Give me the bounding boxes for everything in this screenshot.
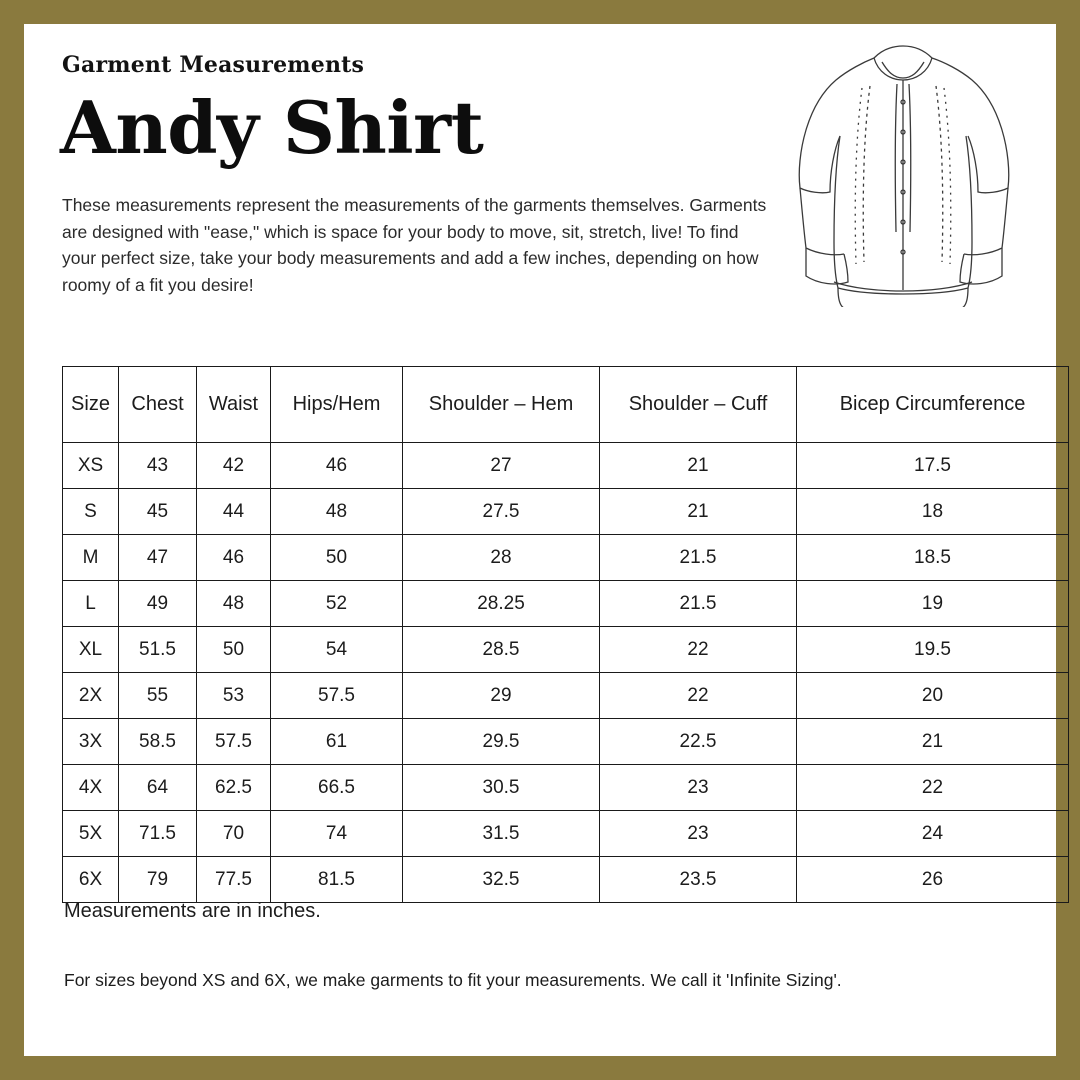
cell-bicep: 17.5	[797, 443, 1069, 489]
cell-shoulder-hem: 29	[403, 673, 600, 719]
table-row	[63, 535, 1069, 581]
cell-hips-hem: 48	[271, 489, 403, 535]
cell-shoulder-cuff: 21	[600, 489, 797, 535]
cell-shoulder-hem: 27	[403, 443, 600, 489]
column-header-waist: Waist	[197, 367, 271, 443]
cell-size: 4X	[63, 765, 119, 811]
cell-shoulder-cuff: 23	[600, 765, 797, 811]
column-header-shoulder-cuff: Shoulder – Cuff	[600, 367, 797, 443]
table-row	[63, 581, 1069, 627]
table-row	[63, 627, 1069, 673]
table-row	[63, 857, 1069, 903]
cell-chest: 58.5	[119, 719, 197, 765]
column-header-chest: Chest	[119, 367, 197, 443]
cell-chest: 64	[119, 765, 197, 811]
cell-hips-hem: 66.5	[271, 765, 403, 811]
cell-hips-hem: 46	[271, 443, 403, 489]
cell-shoulder-hem: 29.5	[403, 719, 600, 765]
table-row	[63, 765, 1069, 811]
cell-size: XS	[63, 443, 119, 489]
cell-shoulder-hem: 31.5	[403, 811, 600, 857]
cell-size: L	[63, 581, 119, 627]
table-row	[63, 673, 1069, 719]
cell-shoulder-cuff: 23	[600, 811, 797, 857]
cell-waist: 48	[197, 581, 271, 627]
cell-shoulder-hem: 28.25	[403, 581, 600, 627]
table-header-row	[63, 367, 1069, 443]
cell-bicep: 22	[797, 765, 1069, 811]
column-header-size: Size	[63, 367, 119, 443]
table-row	[63, 489, 1069, 535]
cell-chest: 47	[119, 535, 197, 581]
cell-chest: 51.5	[119, 627, 197, 673]
cell-chest: 71.5	[119, 811, 197, 857]
page-eyebrow: Garment Measurements	[62, 52, 365, 78]
cell-hips-hem: 52	[271, 581, 403, 627]
cell-size: M	[63, 535, 119, 581]
column-header-bicep-circumference: Bicep Circumference	[797, 367, 1069, 443]
cell-hips-hem: 57.5	[271, 673, 403, 719]
cell-chest: 45	[119, 489, 197, 535]
cell-size: 3X	[63, 719, 119, 765]
cell-shoulder-hem: 28	[403, 535, 600, 581]
cell-shoulder-hem: 32.5	[403, 857, 600, 903]
cell-hips-hem: 50	[271, 535, 403, 581]
cell-shoulder-hem: 27.5	[403, 489, 600, 535]
cell-shoulder-hem: 30.5	[403, 765, 600, 811]
column-header-hips-hem: Hips/Hem	[271, 367, 403, 443]
cell-shoulder-cuff: 22	[600, 627, 797, 673]
cell-hips-hem: 54	[271, 627, 403, 673]
cell-shoulder-hem: 28.5	[403, 627, 600, 673]
cell-waist: 62.5	[197, 765, 271, 811]
intro-paragraph: These measurements represent the measurements of the garments themselves. Garments are designed with "ease," which is space for your body to move, sit, stretch, live! To find your perfect size, take your body measurements and add a few inches, depending on how roomy of a fit you desire!	[62, 195, 767, 295]
cell-hips-hem: 61	[271, 719, 403, 765]
cell-bicep: 19.5	[797, 627, 1069, 673]
cell-shoulder-cuff: 23.5	[600, 857, 797, 903]
cell-waist: 70	[197, 811, 271, 857]
cell-chest: 79	[119, 857, 197, 903]
cell-waist: 44	[197, 489, 271, 535]
cell-chest: 43	[119, 443, 197, 489]
cell-waist: 46	[197, 535, 271, 581]
cell-shoulder-cuff: 22	[600, 673, 797, 719]
cell-bicep: 21	[797, 719, 1069, 765]
cell-chest: 49	[119, 581, 197, 627]
cell-waist: 57.5	[197, 719, 271, 765]
cell-chest: 55	[119, 673, 197, 719]
table-row	[63, 811, 1069, 857]
cell-size: 2X	[63, 673, 119, 719]
units-note: Measurements are in inches.	[64, 900, 321, 922]
cell-size: 6X	[63, 857, 119, 903]
measurements-table	[62, 366, 1069, 903]
cell-size: 5X	[63, 811, 119, 857]
cell-waist: 77.5	[197, 857, 271, 903]
cell-hips-hem: 74	[271, 811, 403, 857]
cell-shoulder-cuff: 21.5	[600, 581, 797, 627]
cell-bicep: 18	[797, 489, 1069, 535]
cell-bicep: 19	[797, 581, 1069, 627]
cell-bicep: 26	[797, 857, 1069, 903]
shirt-illustration-icon	[778, 32, 1028, 307]
cell-size: XL	[63, 627, 119, 673]
cell-bicep: 20	[797, 673, 1069, 719]
cell-shoulder-cuff: 22.5	[600, 719, 797, 765]
cell-hips-hem: 81.5	[271, 857, 403, 903]
cell-bicep: 18.5	[797, 535, 1069, 581]
table-row	[63, 719, 1069, 765]
cell-size: S	[63, 489, 119, 535]
column-header-shoulder-hem: Shoulder – Hem	[403, 367, 600, 443]
cell-waist: 53	[197, 673, 271, 719]
page-title: Andy Shirt	[60, 85, 484, 170]
cell-waist: 42	[197, 443, 271, 489]
cell-waist: 50	[197, 627, 271, 673]
cell-bicep: 24	[797, 811, 1069, 857]
infinite-sizing-note: For sizes beyond XS and 6X, we make garments to fit your measurements. We call it 'Infinite Sizing'.	[64, 970, 842, 990]
cell-shoulder-cuff: 21	[600, 443, 797, 489]
cell-shoulder-cuff: 21.5	[600, 535, 797, 581]
table-row	[63, 443, 1069, 489]
size-chart-page	[24, 24, 1056, 1056]
